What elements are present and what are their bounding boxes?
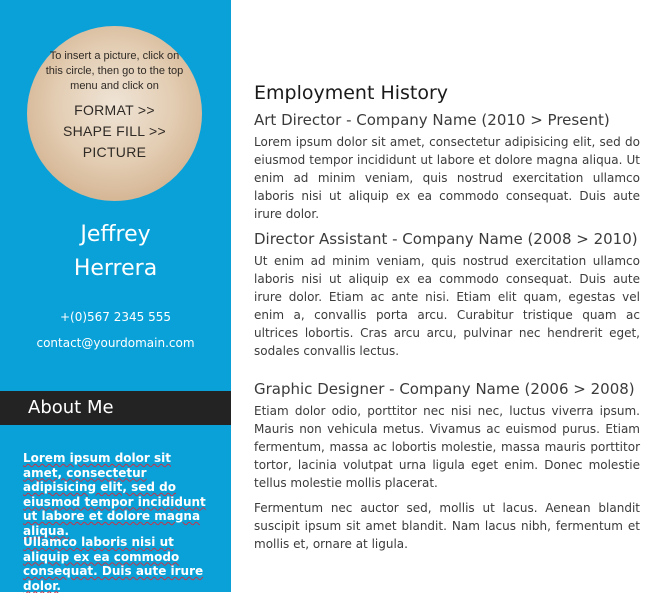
email-address[interactable]: contact@yourdomain.com [36,336,195,350]
job-description: Ut enim ad minim veniam, quis nostrud exercitation ullamco laboris nisi ut aliquip ex ea commodo consequat. Duis aute irure dolor. Etiam ac ante nisi. Etiam elit quam, egestas vel enim a, convallis porta arcu. Curabitur tristique quam ac ultrices lobortis. Cras arcu arcu, pulvinar nec hendrerit eget, sodales convallis lectus. [254,254,640,358]
job-title: Graphic Designer - Company Name (2006 > 2008) [254,380,635,398]
photo-instructions [63,100,166,163]
about-me-header [0,391,231,425]
job-entry-2 [254,230,640,360]
sidebar [0,0,231,592]
job-description: Lorem ipsum dolor sit amet, consectetur adipisicing elit, sed do eiusmod tempor incididunt ut labore et dolore magna aliqua. Ut enim ad minim veniam, quis nostrud exercitation ullamco laboris nisi ut aliquip ex ea commodo consequat. Duis aute irure dolor. [254,135,640,221]
job-title: Director Assistant - Company Name (2008 > 2010) [254,230,638,248]
employment-history-title: Employment History [254,82,449,104]
last-name: Herrera [73,256,158,281]
job-entry-1 [254,111,640,223]
about-paragraph-2: Ullamco laboris nisi ut aliquip ex ea commodo consequat. Duis aute irure dolor. [23,535,204,593]
first-name: Jeffrey [80,222,151,247]
photo-placeholder[interactable] [27,26,202,201]
photo-cmd-picture: PICTURE [82,144,147,160]
job-description: Etiam dolor odio, porttitor nec nisi nec, luctus viverra ipsum. Mauris non vehicula metus. Vivamus ac euismod purus. Etiam fermentum, massa ac lobortis molestie, massa mauris porttitor tortor, lacinia volutpat urna ligula eget enim. Donec molestie tellus molestie mollis placerat. [254,404,640,490]
job-description-continued: Fermentum nec auctor sed, mollis ut lacus. Aenean blandit suscipit ipsum sit amet blandit. Nam lacus nibh, fermentum et mollis et, ornare at ligula. [254,501,640,551]
photo-cmd-shape-fill: SHAPE FILL >> [63,123,166,139]
job-entry-3 [254,380,640,553]
photo-cmd-format: FORMAT >> [74,102,155,118]
photo-hint: To insert a picture, click on this circle, then go to the top menu and click on [45,50,184,92]
job-title: Art Director - Company Name (2010 > Present) [254,111,610,129]
about-paragraph-1: Lorem ipsum dolor sit amet, consectetur adipisicing elit, sed do eiusmod tempor incididunt ut labore et dolore magna aliqua. [23,451,206,538]
about-me-title: About Me [28,397,114,418]
phone-number: +(0)567 2345 555 [59,310,172,324]
